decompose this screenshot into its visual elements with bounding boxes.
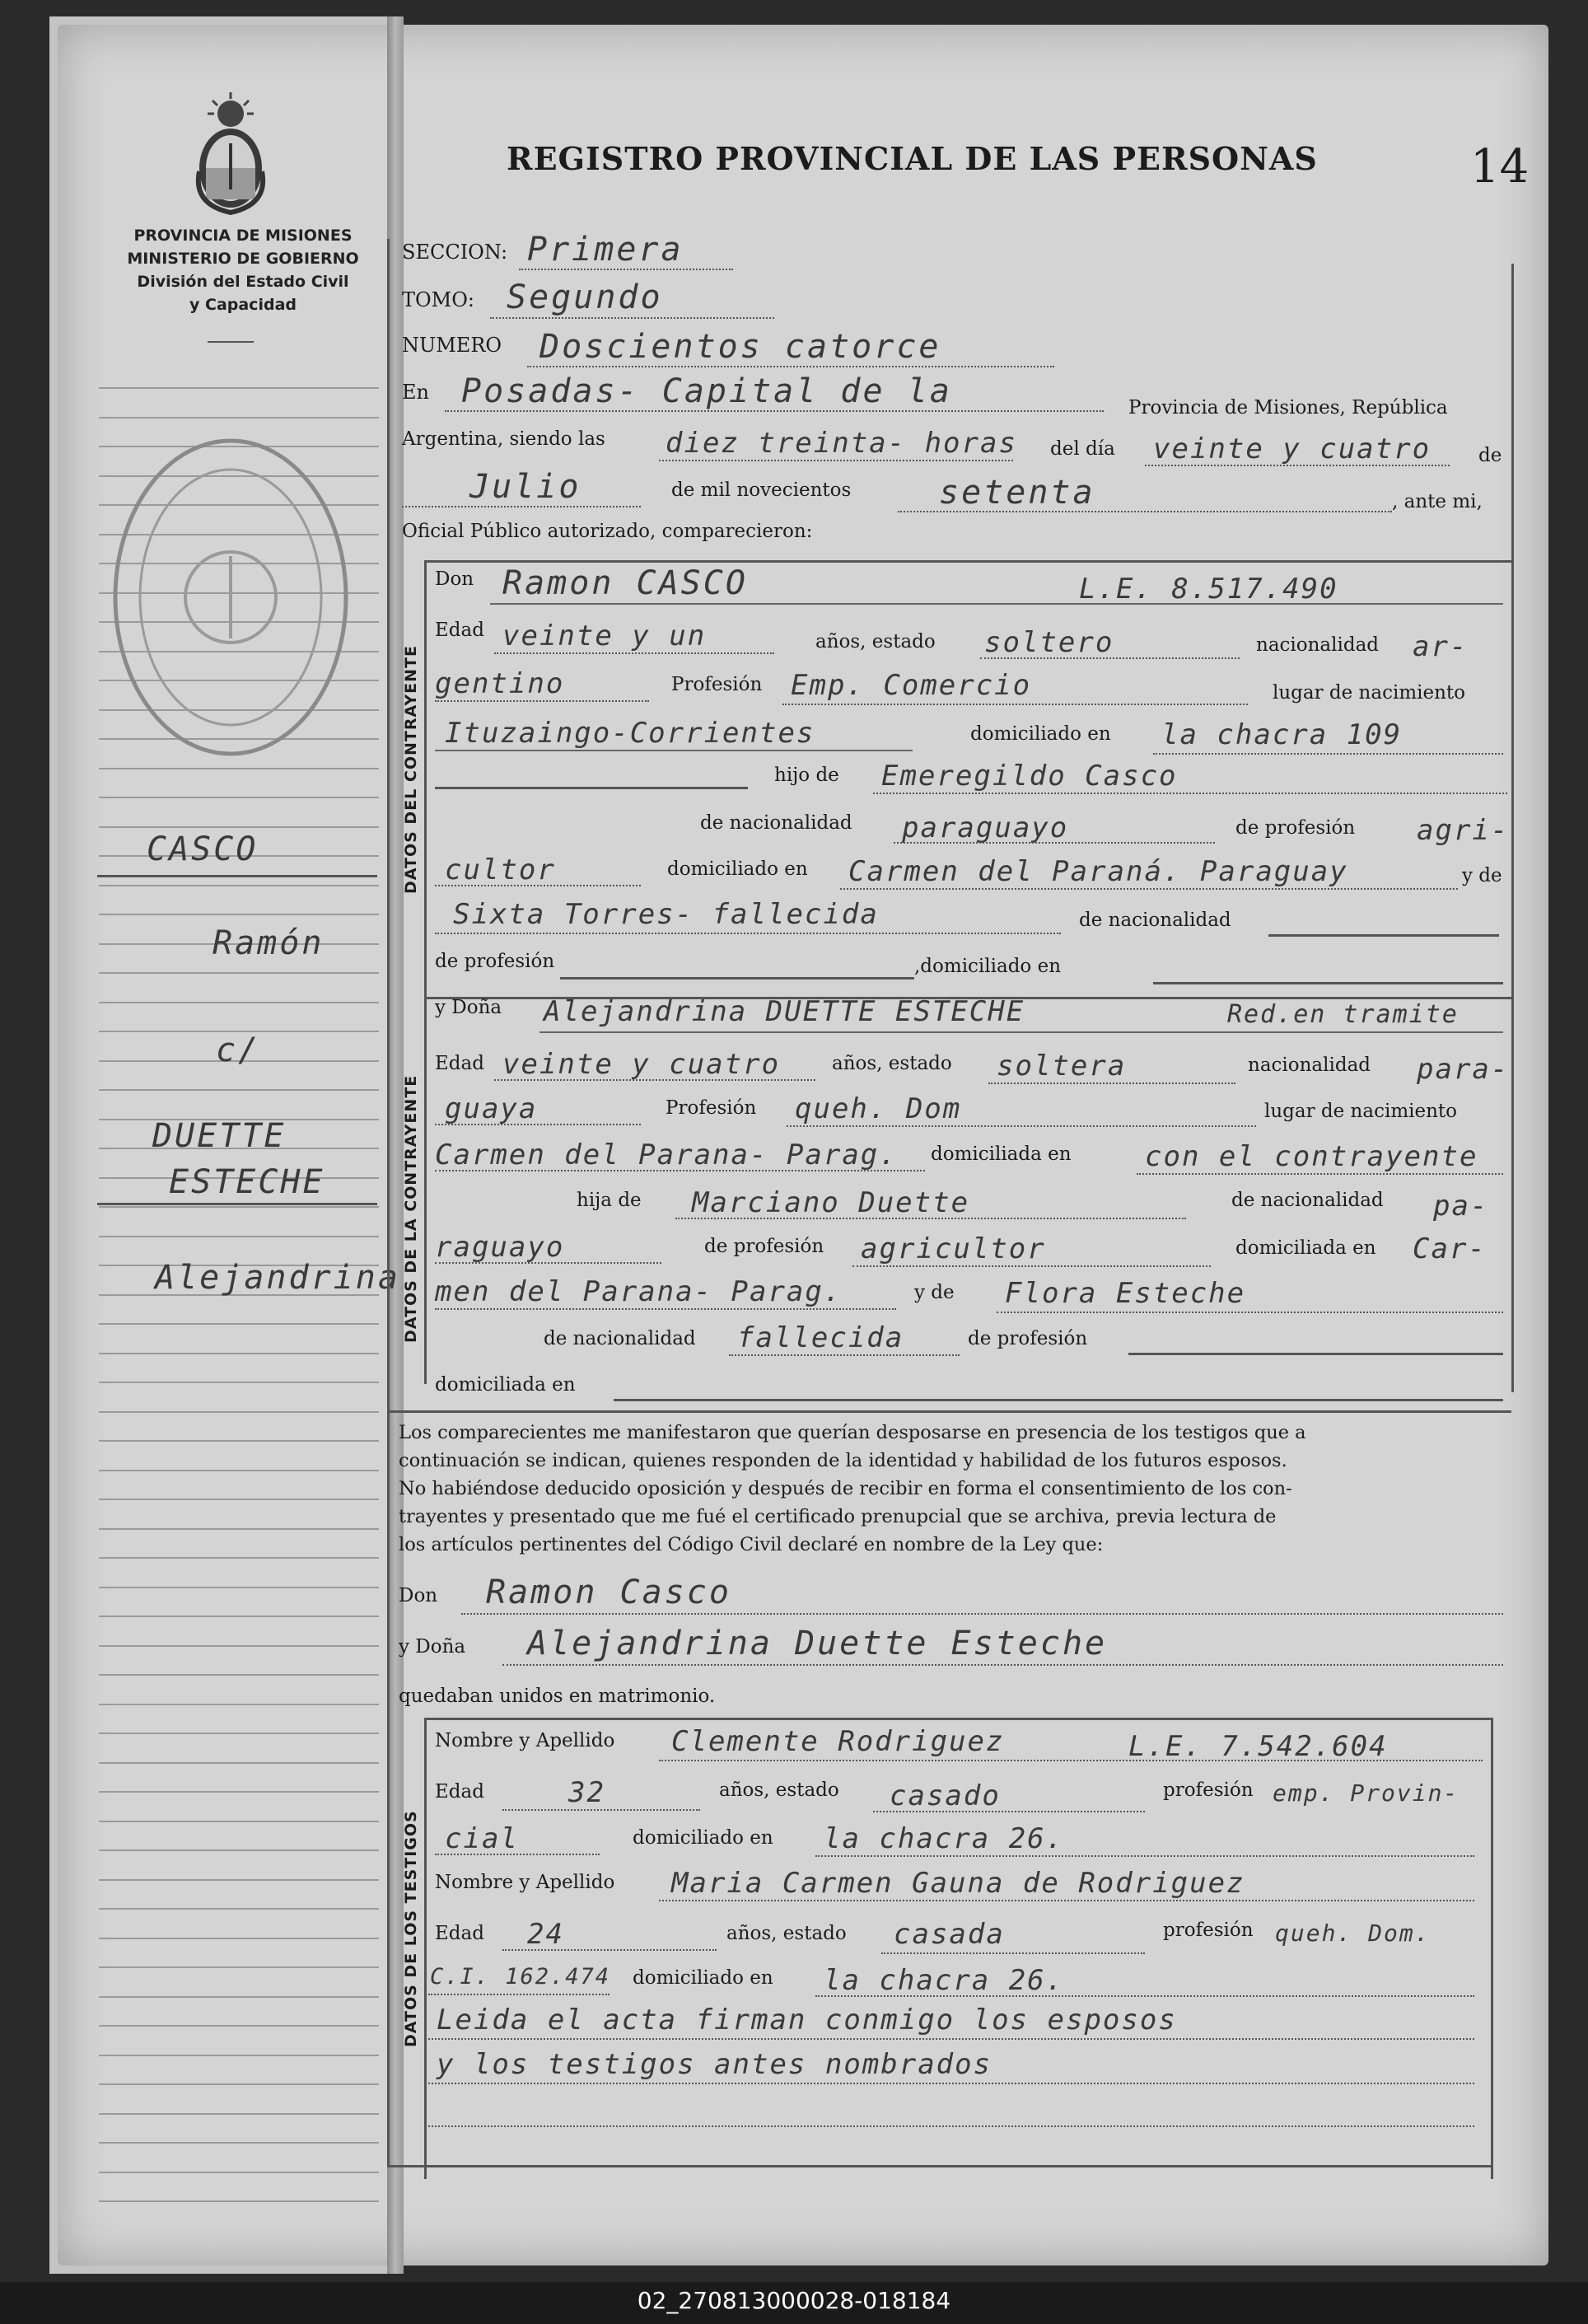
- margin-ruled-line: [99, 1908, 379, 1910]
- margin-ruled-line: [99, 2200, 379, 2202]
- witness2-name-line: [659, 1900, 1474, 1901]
- groom-name: Ramon CASCO: [502, 564, 748, 602]
- margin-ruled-line: [99, 1557, 379, 1559]
- margin-ruled-line: [99, 1587, 379, 1588]
- groom-mother-nac-line: [1268, 934, 1499, 937]
- bride-father: Marciano Duette: [692, 1186, 970, 1219]
- seccion-line: [519, 269, 733, 270]
- declaration-line1: Los comparecientes me manifestaron que querían desposarse en presencia de los testigos que a: [399, 1422, 1306, 1443]
- provincia-text: Provincia de Misiones, República: [1128, 397, 1448, 419]
- bride-nac-line: [435, 1124, 641, 1125]
- bride-dom: con el contrayente: [1145, 1140, 1478, 1173]
- bride-mother-prof-line: [1128, 1353, 1503, 1355]
- groom-estado-label: años, estado: [815, 631, 936, 652]
- groom-y-de-label: y de: [1462, 865, 1502, 886]
- bride-id: Red.en tramite: [1227, 1000, 1459, 1029]
- groom-mother-prof-label: de profesión: [435, 951, 555, 972]
- margin-connector: c/: [216, 1031, 261, 1069]
- groom-mother-dom-line: [1153, 982, 1503, 984]
- frame-right-line-top: [1511, 264, 1514, 1392]
- argentina-text: Argentina, siendo las: [402, 428, 605, 450]
- page-number: 14: [1470, 140, 1530, 194]
- groom-lugar-label: lugar de nacimiento: [1273, 682, 1465, 704]
- side-label-groom: DATOS DEL CONTRAYENTE: [402, 645, 420, 894]
- bride-father-prof: agricultor: [861, 1232, 1046, 1265]
- groom-father-prof-a: agri-: [1417, 814, 1510, 847]
- margin-ruled-line: [99, 2055, 379, 2056]
- bride-prof-label: Profesión: [666, 1097, 757, 1119]
- coat-of-arms-icon: [188, 89, 273, 221]
- bride-prof-line: [787, 1125, 1256, 1127]
- witness1-prof-b: cial: [445, 1822, 519, 1855]
- bride-birthplace-line: [435, 1170, 925, 1171]
- groom-id: L.E. 8.517.490: [1079, 573, 1338, 606]
- margin-given-bride: Alejandrina: [155, 1259, 400, 1297]
- bride-mother-nac-line: [729, 1354, 960, 1356]
- witness1-age: 32: [568, 1776, 605, 1809]
- declaration-don-label: Don: [399, 1585, 438, 1606]
- declaration-dona-line: [502, 1664, 1503, 1666]
- bride-nac-label: nacionalidad: [1248, 1054, 1371, 1076]
- declaration-dona-label: y Doña: [399, 1636, 466, 1658]
- witness1-dom-line: [815, 1855, 1474, 1857]
- bride-father-dom-line: [435, 1308, 896, 1310]
- margin-ruled-line: [99, 1704, 379, 1705]
- groom-blank-line: [435, 787, 748, 789]
- declaration-line4: trayentes y presentado que me fué el certificado prenupcial que se archiva, previa lectura de: [399, 1506, 1277, 1527]
- groom-father-dom-line: [840, 888, 1458, 890]
- margin-ruled-line: [99, 1353, 379, 1354]
- closing-rule2: [428, 2083, 1474, 2084]
- margin-ruled-line: [99, 1382, 379, 1383]
- groom-hijo-label: hijo de: [774, 765, 839, 786]
- witness1-name-line: [659, 1760, 1483, 1761]
- tomo-line: [490, 317, 774, 319]
- margin-ruled-line: [99, 1411, 379, 1413]
- bride-father-nac-b: raguayo: [435, 1231, 565, 1264]
- bride-mother-nac: fallecida: [737, 1321, 904, 1354]
- closing-line2: y los testigos antes nombrados: [437, 2048, 992, 2081]
- oficial-text: Oficial Público autorizado, comparecieron:: [402, 521, 813, 542]
- bride-estado-label: años, estado: [832, 1053, 952, 1074]
- witness2-age: 24: [527, 1918, 564, 1951]
- en-line: [445, 410, 1104, 412]
- side-label-bride: DATOS DE LA CONTRAYENTE: [402, 1074, 420, 1343]
- groom-father-nac-line: [894, 842, 1215, 844]
- seccion-label: SECCION:: [402, 241, 508, 264]
- ministry-line1: PROVINCIA DE MISIONES: [133, 227, 353, 245]
- margin-ruled-line: [99, 1821, 379, 1822]
- closing-rule1: [428, 2038, 1474, 2040]
- witness2-name: Maria Carmen Gauna de Rodriguez: [671, 1867, 1245, 1900]
- ministry-line3: División del Estado Civil: [137, 273, 349, 291]
- groom-estado-line: [980, 657, 1240, 659]
- month-line: [402, 506, 641, 507]
- margin-ruled-line: [99, 1879, 379, 1881]
- witness-box-bottom: [387, 2165, 1491, 2167]
- bride-mother: Flora Esteche: [1005, 1277, 1246, 1310]
- bride-father-dom-label: domiciliada en: [1235, 1237, 1376, 1259]
- witness2-estado-label: años, estado: [726, 1923, 847, 1944]
- bride-lugar-label: lugar de nacimiento: [1264, 1101, 1457, 1122]
- day-line: [1145, 465, 1450, 466]
- witness2-dom-label: domiciliado en: [633, 1967, 773, 1989]
- declaration-unidos: quedaban unidos en matrimonio.: [399, 1686, 716, 1707]
- witness-box-right: [1491, 1718, 1493, 2179]
- bride-age-line: [494, 1079, 815, 1081]
- witness1-prof-a: emp. Provin-: [1273, 1779, 1460, 1807]
- groom-birthplace: Ituzaingo-Corrientes: [445, 717, 815, 750]
- witness2-id: C.I. 162.474: [430, 1964, 611, 1990]
- parties-box-left: [424, 560, 427, 1384]
- bride-mother-prof-label: de profesión: [968, 1328, 1088, 1349]
- ante-mi: , ante mi,: [1392, 491, 1483, 512]
- hour-value: diez treinta- horas: [666, 427, 1017, 460]
- witness2-age-line: [502, 1949, 717, 1951]
- bride-mother-nac-label: de nacionalidad: [544, 1328, 696, 1349]
- declaration-dona-value: Alejandrina Duette Esteche: [527, 1625, 1108, 1662]
- margin-ruled-line: [99, 1470, 379, 1471]
- de-label: de: [1478, 445, 1502, 466]
- numero-label: NUMERO: [402, 334, 502, 357]
- groom-prof-line: [782, 704, 1248, 705]
- witness2-prof: queh. Dom.: [1275, 1920, 1431, 1947]
- margin-ruled-line: [99, 1849, 379, 1851]
- declaration-line2: continuación se indican, quienes responden de la identidad y habilidad de los futuros esposos.: [399, 1450, 1287, 1471]
- witness1-estado-line: [873, 1811, 1145, 1812]
- groom-mother: Sixta Torres- fallecida: [453, 898, 879, 931]
- groom-estado: soltero: [984, 626, 1114, 659]
- margin-ruled-line: [99, 1938, 379, 1939]
- ministry-line4: y Capacidad: [189, 296, 297, 314]
- groom-don-label: Don: [435, 568, 474, 590]
- margin-ruled-line: [99, 914, 379, 915]
- numero-value: Doscientos catorce: [539, 328, 941, 366]
- ministry-line2: MINISTERIO DE GOBIERNO: [127, 250, 359, 268]
- margin-ruled-line: [99, 1996, 379, 1998]
- bride-edad-label: Edad: [435, 1053, 484, 1074]
- en-label: En: [402, 381, 429, 404]
- groom-edad-label: Edad: [435, 620, 484, 641]
- groom-father-nac-label: de nacionalidad: [700, 812, 852, 834]
- month-value: Julio: [469, 468, 581, 506]
- witness-box-top: [424, 1718, 1491, 1720]
- bride-mother-dom-label: domiciliada en: [435, 1374, 576, 1396]
- margin-ruled-line: [99, 2113, 379, 2115]
- margin-ruled-line: [99, 1089, 379, 1091]
- parties-box-bottom: [387, 1410, 1511, 1413]
- margin-surname-groom: CASCO: [147, 830, 259, 868]
- declaration-line5: los artículos pertinentes del Código Civil declaré en nombre de la Ley que:: [399, 1534, 1104, 1555]
- margin-ruled-line: [99, 2025, 379, 2027]
- declaration-line3: No habiéndose deducido oposición y después de recibir en forma el consentimiento de los con-: [399, 1478, 1292, 1499]
- margin-ruled-line: [99, 826, 379, 828]
- margin-ruled-line: [99, 1323, 379, 1325]
- official-seal-icon: [107, 433, 354, 762]
- groom-prof: Emp. Comercio: [791, 669, 1032, 702]
- margin-ruled-line: [99, 885, 379, 886]
- groom-dom: la chacra 109: [1161, 718, 1403, 751]
- groom-father-nac: paraguayo: [902, 811, 1069, 844]
- witness1-prof-line: [435, 1854, 600, 1855]
- groom-prof-label: Profesión: [671, 674, 763, 695]
- bride-father-nac-a: pa-: [1433, 1190, 1489, 1223]
- groom-father-dom-label: domiciliado en: [667, 858, 808, 880]
- margin-ruled-line: [99, 1499, 379, 1500]
- margin-ruled-line: [99, 1674, 379, 1676]
- witness2-edad-label: Edad: [435, 1923, 484, 1944]
- margin-ruled-line: [99, 1236, 379, 1237]
- margin-ruled-line: [99, 417, 379, 419]
- bride-dona-label: y Doña: [435, 997, 502, 1018]
- margin-ruled-line: [99, 1002, 379, 1003]
- margin-surname-bride-1: DUETTE: [152, 1117, 287, 1155]
- groom-mother-line: [435, 933, 1061, 934]
- bride-birthplace: Carmen del Parana- Parag.: [435, 1139, 898, 1171]
- witness2-id-line: [428, 1994, 610, 1995]
- groom-father-prof-b: cultor: [445, 853, 556, 886]
- margin-given-groom: Ramón: [213, 924, 325, 962]
- witness1-estado: casado: [890, 1779, 1001, 1812]
- groom-nac-b: gentino: [435, 667, 565, 700]
- witness2-nombre-label: Nombre y Apellido: [435, 1872, 615, 1893]
- bride-father-dom-a: Car-: [1413, 1232, 1487, 1265]
- witness1-dom: la chacra 26.: [824, 1822, 1065, 1855]
- margin-ruled-line: [99, 768, 379, 769]
- year-line: [898, 511, 1392, 512]
- bride-dom-label: domiciliada en: [931, 1143, 1072, 1165]
- margin-ruled-line: [99, 797, 379, 798]
- bride-father-prof-label: de profesión: [704, 1236, 824, 1257]
- witness1-nombre-label: Nombre y Apellido: [435, 1730, 615, 1751]
- groom-father: Emeregildo Casco: [881, 760, 1178, 793]
- groom-mother-nac-label: de nacionalidad: [1079, 909, 1231, 931]
- witness-box-left: [424, 1718, 427, 2179]
- groom-age-line: [494, 652, 774, 654]
- file-id-label: 02_270813000028-018184: [637, 2287, 951, 2314]
- margin-divider: [97, 875, 377, 877]
- numero-line: [527, 366, 1054, 367]
- binding-spine: [387, 16, 404, 2274]
- margin-ruled-line: [99, 1762, 379, 1764]
- witness2-dom-line: [815, 1995, 1474, 1997]
- margin-ruled-line: [99, 1440, 379, 1442]
- margin-ruled-line: [99, 1528, 379, 1530]
- groom-nac-a: ar-: [1413, 630, 1469, 663]
- margin-ruled-line: [99, 1206, 379, 1208]
- bride-hija-label: hija de: [577, 1190, 642, 1211]
- ministry-header: [107, 224, 379, 316]
- closing-rule3: [428, 2125, 1474, 2127]
- bride-nac-a: para-: [1417, 1053, 1510, 1086]
- bride-name-line: [539, 1031, 1503, 1033]
- margin-ruled-line: [99, 2172, 379, 2173]
- groom-name-line: [490, 603, 1503, 605]
- witness2-dom: la chacra 26.: [824, 1964, 1065, 1997]
- witness1-age-line: [502, 1809, 700, 1811]
- margin-surname-bride-2: ESTECHE: [169, 1163, 325, 1201]
- bride-estado: soltera: [997, 1050, 1127, 1083]
- declaration-don-line: [461, 1613, 1503, 1615]
- bride-name: Alejandrina DUETTE ESTECHE: [544, 995, 1025, 1028]
- registry-title: REGISTRO PROVINCIAL DE LAS PERSONAS: [507, 140, 1318, 177]
- groom-mother-dom-label: ,domiciliado en: [914, 956, 1062, 977]
- witness1-prof-label: profesión: [1163, 1779, 1254, 1801]
- margin-divider-2: [97, 1203, 377, 1205]
- bride-dom-line: [1137, 1173, 1503, 1175]
- mil-text: de mil novecientos: [671, 479, 852, 501]
- groom-age: veinte y un: [502, 620, 707, 652]
- witness1-dom-label: domiciliado en: [633, 1827, 773, 1849]
- margin-ruled-line: [99, 1616, 379, 1617]
- witness2-prof-label: profesión: [1163, 1920, 1254, 1941]
- groom-father-dom: Carmen del Paraná. Paraguay: [848, 855, 1348, 888]
- bride-mother-line: [997, 1312, 1503, 1313]
- side-label-witnesses: DATOS DE LOS TESTIGOS: [402, 1810, 420, 2047]
- tomo-value: Segundo: [507, 278, 663, 316]
- groom-nac-line: [435, 700, 649, 702]
- margin-ruled-line: [99, 1966, 379, 1968]
- margin-ruled-line: [99, 2083, 379, 2085]
- bride-nac-b: guaya: [445, 1092, 538, 1125]
- bride-father-line: [675, 1218, 1186, 1219]
- margin-ruled-line: [99, 1791, 379, 1793]
- bride-father-nac-line: [435, 1262, 661, 1264]
- ministry-underline: [208, 341, 254, 343]
- witness1-edad-label: Edad: [435, 1781, 484, 1803]
- groom-mother-prof-line: [560, 977, 914, 980]
- margin-ruled-line: [99, 1732, 379, 1734]
- parties-box-top: [424, 560, 1511, 563]
- witness1-id: L.E. 7.542.604: [1128, 1730, 1388, 1763]
- groom-birthplace-line: [435, 750, 913, 751]
- day-value: veinte y cuatro: [1153, 433, 1432, 465]
- bride-prof: queh. Dom: [795, 1092, 962, 1125]
- groom-dom-line: [1153, 753, 1503, 755]
- witness1-name: Clemente Rodriguez: [671, 1725, 1005, 1758]
- hour-line: [659, 460, 1013, 461]
- witness2-estado-line: [881, 1952, 1145, 1954]
- bride-father-dom-b: men del Parana- Parag.: [435, 1275, 843, 1308]
- groom-nac-label: nacionalidad: [1256, 634, 1380, 656]
- frame-left-line: [387, 239, 390, 2167]
- year-value: setenta: [939, 474, 1095, 512]
- bride-age: veinte y cuatro: [502, 1048, 781, 1081]
- closing-line1: Leida el acta firman conmigo los esposos: [437, 2004, 1177, 2036]
- en-value: Posadas- Capital de la: [461, 372, 952, 410]
- bride-father-nac-label: de nacionalidad: [1231, 1190, 1384, 1211]
- groom-father-line: [873, 793, 1507, 794]
- bride-father-prof-line: [852, 1265, 1211, 1267]
- witness2-estado: casada: [894, 1918, 1005, 1951]
- declaration-don-value: Ramon Casco: [486, 1573, 731, 1611]
- groom-dom-label: domiciliado en: [970, 723, 1111, 745]
- groom-father-prof-label: de profesión: [1235, 817, 1356, 839]
- bride-mother-dom-line: [614, 1399, 1503, 1401]
- margin-ruled-line: [99, 972, 379, 974]
- margin-ruled-line: [99, 387, 379, 389]
- tomo-label: TOMO:: [402, 288, 475, 311]
- witness1-estado-label: años, estado: [719, 1779, 839, 1801]
- margin-ruled-line: [99, 2142, 379, 2144]
- bride-estado-line: [988, 1083, 1235, 1084]
- del-dia-label: del día: [1050, 438, 1115, 460]
- bride-y-de-label: y de: [914, 1282, 955, 1303]
- margin-ruled-line: [99, 1645, 379, 1647]
- seccion-value: Primera: [527, 231, 684, 269]
- groom-father-prof-line: [435, 885, 641, 886]
